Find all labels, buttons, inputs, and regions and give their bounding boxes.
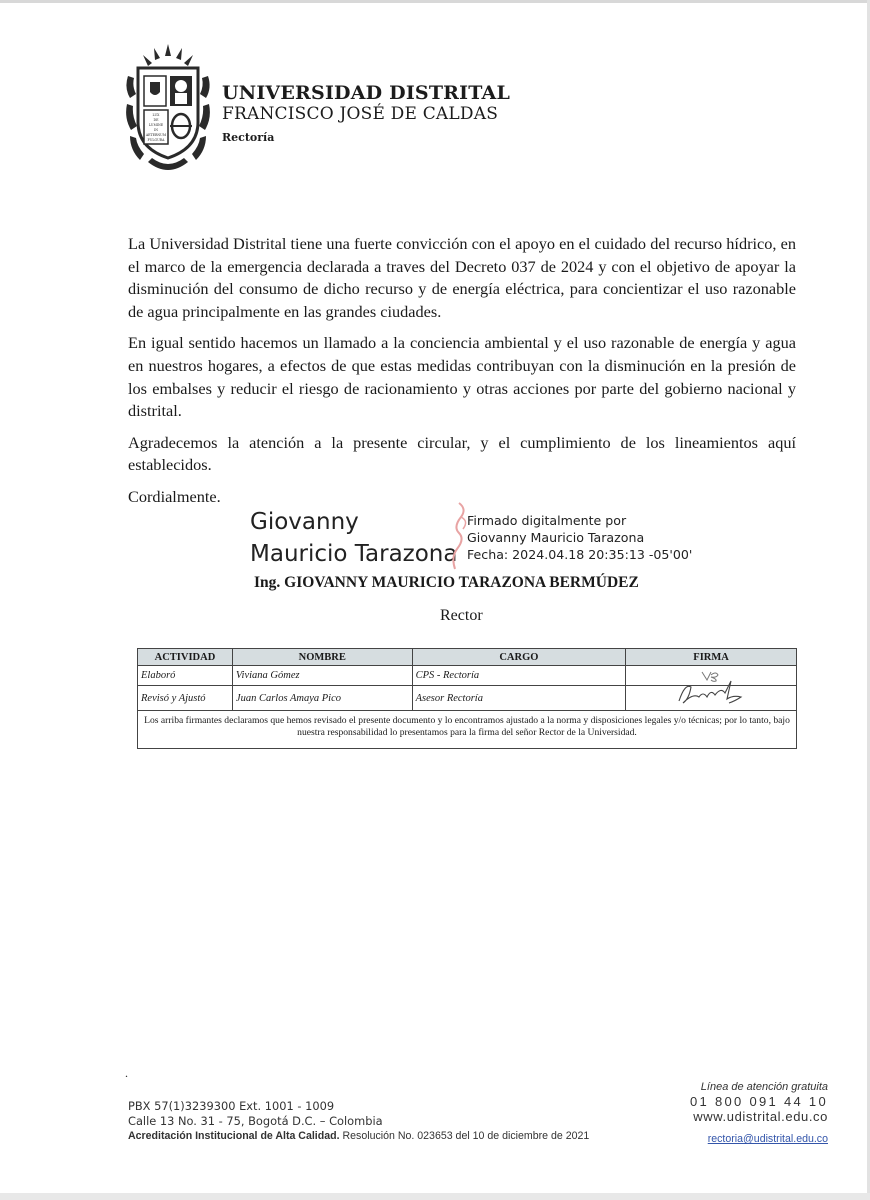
review-table-note-row xyxy=(138,711,797,749)
letter-body xyxy=(128,233,796,518)
footer-hotline xyxy=(690,1080,828,1145)
website-link[interactable]: www.udistrital.edu.co xyxy=(693,1109,828,1124)
signature-name-line-2: Mauricio Tarazona xyxy=(250,541,458,567)
logo-book-text-4: IN xyxy=(153,128,159,132)
table-row xyxy=(138,686,797,711)
review-table-header xyxy=(138,649,797,666)
hotline-number: 01 800 091 44 10 xyxy=(689,1094,828,1109)
cell-cargo: CPS - Rectoría xyxy=(412,666,626,686)
footer-accreditation xyxy=(128,1129,589,1144)
dependency-label: Rectoría xyxy=(222,131,275,144)
logo-book-text-6: FULGURA xyxy=(147,138,165,142)
cell-firma xyxy=(626,686,797,711)
cell-cargo: Asesor Rectoría xyxy=(412,686,626,711)
header-cargo: CARGO xyxy=(412,649,626,666)
header-nombre: NOMBRE xyxy=(232,649,412,666)
accreditation-bold: Acreditación Institucional de Alta Calidad. xyxy=(128,1130,340,1142)
logo-book-text-3: LUMINE xyxy=(148,123,164,127)
cell-actividad: Revisó y Ajustó xyxy=(138,686,233,711)
logo-book-text-1: LUX xyxy=(152,113,160,117)
footer-contact xyxy=(128,1099,589,1144)
cell-nombre: Juan Carlos Amaya Pico xyxy=(232,686,412,711)
closing: Cordialmente. xyxy=(128,486,221,506)
paragraph-3: Agradecemos la atención a la presente circular, y el cumplimiento de los lineamientos aquí establecidos. xyxy=(128,432,796,475)
cell-actividad: Elaboró xyxy=(138,666,233,686)
signer-role: Rector xyxy=(440,607,483,624)
footer-address: Calle 13 No. 31 - 75, Bogotá D.C. – Colombia xyxy=(128,1114,383,1128)
digital-signature-name xyxy=(250,506,457,570)
review-table-note: Los arriba firmantes declaramos que hemos revisado el presente documento y lo encontramos ajustado a la norma y disposiciones legales y/o técnicas; por lo tanto, bajo nuestra responsabilidad lo presentamos para la firma del señor Rector de la Universidad. xyxy=(138,711,797,749)
university-crest-logo xyxy=(124,42,212,174)
stray-dot: . xyxy=(125,1066,128,1080)
bottom-edge-band xyxy=(0,1193,870,1200)
top-edge-line xyxy=(0,0,870,3)
header-firma: FIRMA xyxy=(626,649,797,666)
logo-book-text-5: AETERNUM xyxy=(145,133,167,137)
paragraph-1: La Universidad Distrital tiene una fuerte convicción con el apoyo en el cuidado del recurso hídrico, en el marco de la emergencia declarada a traves del Decreto 037 de 2024 y con el objetivo de apoyar la disminución del consumo de dicho recurso y de energía eléctrica, para concientizar el uso razonable de agua principalmente en las grandes ciudades. xyxy=(128,234,796,321)
university-subtitle: FRANCISCO JOSÉ DE CALDAS xyxy=(222,104,499,124)
digital-signature-date: Fecha: 2024.04.18 20:35:13 -05'00' xyxy=(467,547,693,562)
university-name: UNIVERSIDAD DISTRITAL xyxy=(222,82,511,104)
review-table xyxy=(137,648,797,749)
signer-name: Ing. GIOVANNY MAURICIO TARAZONA BERMÚDEZ xyxy=(254,574,639,591)
paragraph-2: En igual sentido hacemos un llamado a la conciencia ambiental y el uso razonable de energía y agua en nuestros hogares, a efectos de que estas medidas contribuyan con la disminución en la presión de los embalses y reducir el riesgo de racionamiento y otras acciones por parte del gobierno nacional y distrital. xyxy=(128,333,796,421)
logo-book-text-2: DE xyxy=(153,118,159,122)
hotline-label: Línea de atención gratuita xyxy=(700,1081,828,1093)
digital-signer-name: Giovanny Mauricio Tarazona xyxy=(467,530,645,545)
digital-signature-details xyxy=(467,512,692,563)
accreditation-resolution: Resolución No. 023653 del 10 de diciembre de 2021 xyxy=(342,1130,590,1142)
cell-nombre: Viviana Gómez xyxy=(232,666,412,686)
signature-name-line-1: Giovanny xyxy=(250,509,359,535)
handwritten-signature xyxy=(671,679,751,709)
email-link[interactable]: rectoria@udistrital.edu.co xyxy=(707,1133,828,1145)
digital-signed-by-label: Firmado digitalmente por xyxy=(467,513,627,528)
footer-pbx: PBX 57(1)3239300 Ext. 1001 - 1009 xyxy=(128,1099,335,1113)
header-actividad: ACTIVIDAD xyxy=(138,649,233,666)
